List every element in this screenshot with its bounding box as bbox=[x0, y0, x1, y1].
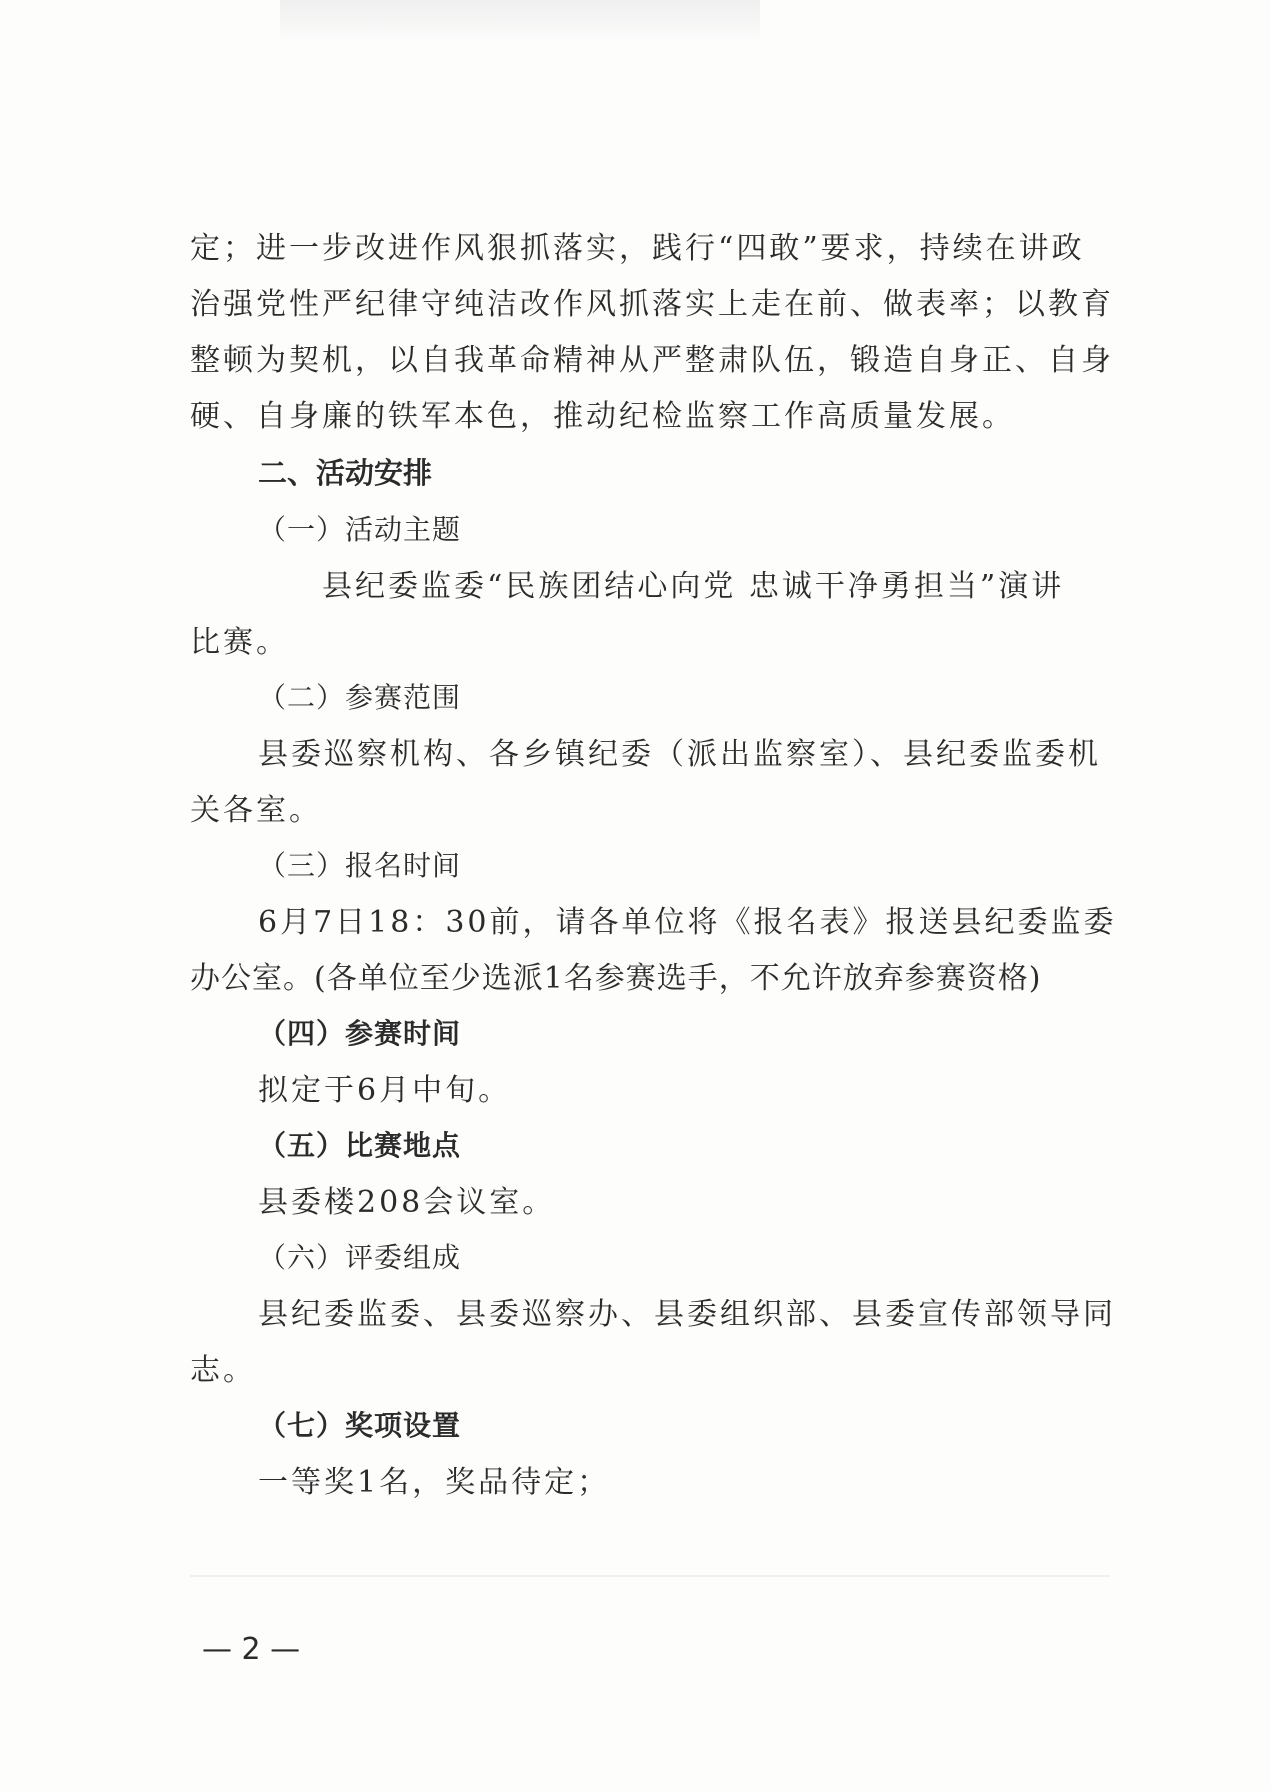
item-content-1-1: 县纪委监委“民族团结心向党 忠诚干净勇担当”演讲 bbox=[322, 569, 1065, 604]
page-number: — 2 — bbox=[202, 1632, 301, 1667]
section-title: 二、活动安排 bbox=[258, 456, 433, 490]
item-heading-6: （六）评委组成 bbox=[258, 1241, 462, 1274]
scan-smudge bbox=[280, 0, 760, 40]
item-content-6-2: 志。 bbox=[190, 1353, 256, 1388]
body-line-4: 硬、自身廉的铁军本色，推动纪检监察工作高质量发展。 bbox=[190, 399, 1015, 434]
item-heading-7: （七）奖项设置 bbox=[258, 1409, 462, 1442]
item-heading-1: （一）活动主题 bbox=[258, 513, 462, 546]
item-content-2-2: 关各室。 bbox=[190, 793, 322, 828]
item-content-1-2: 比赛。 bbox=[190, 625, 289, 660]
item-content-3-1: 6月7日18：30前，请各单位将《报名表》报送县纪委监委 bbox=[258, 905, 1117, 940]
item-content-3-2: 办公室。(各单位至少选派1名参赛选手，不允许放弃参赛资格) bbox=[190, 961, 1042, 996]
item-heading-2: （二）参赛范围 bbox=[258, 681, 462, 714]
body-line-1: 定；进一步改进作风狠抓落实，践行“四敢”要求，持续在讲政 bbox=[190, 231, 1085, 266]
body-line-3: 整顿为契机，以自我革命精神从严整肃队伍，锻造自身正、自身 bbox=[190, 343, 1114, 378]
item-heading-3: （三）报名时间 bbox=[258, 849, 462, 882]
item-content-2-1: 县委巡察机构、各乡镇纪委（派出监察室）、县纪委监委机 bbox=[258, 737, 1101, 772]
item-content-6-1: 县纪委监委、县委巡察办、县委组织部、县委宣传部领导同 bbox=[258, 1297, 1116, 1332]
body-line-2: 治强党性严纪律守纯洁改作风抓落实上走在前、做表率；以教育 bbox=[190, 287, 1114, 322]
item-content-4-1: 拟定于6月中旬。 bbox=[258, 1073, 512, 1108]
item-content-5-1: 县委楼208会议室。 bbox=[258, 1185, 556, 1220]
item-heading-5: （五）比赛地点 bbox=[258, 1129, 462, 1162]
bleed-through-line bbox=[190, 1575, 1110, 1577]
item-content-7-1: 一等奖1名，奖品待定； bbox=[258, 1465, 611, 1500]
item-heading-4: （四）参赛时间 bbox=[258, 1017, 462, 1050]
